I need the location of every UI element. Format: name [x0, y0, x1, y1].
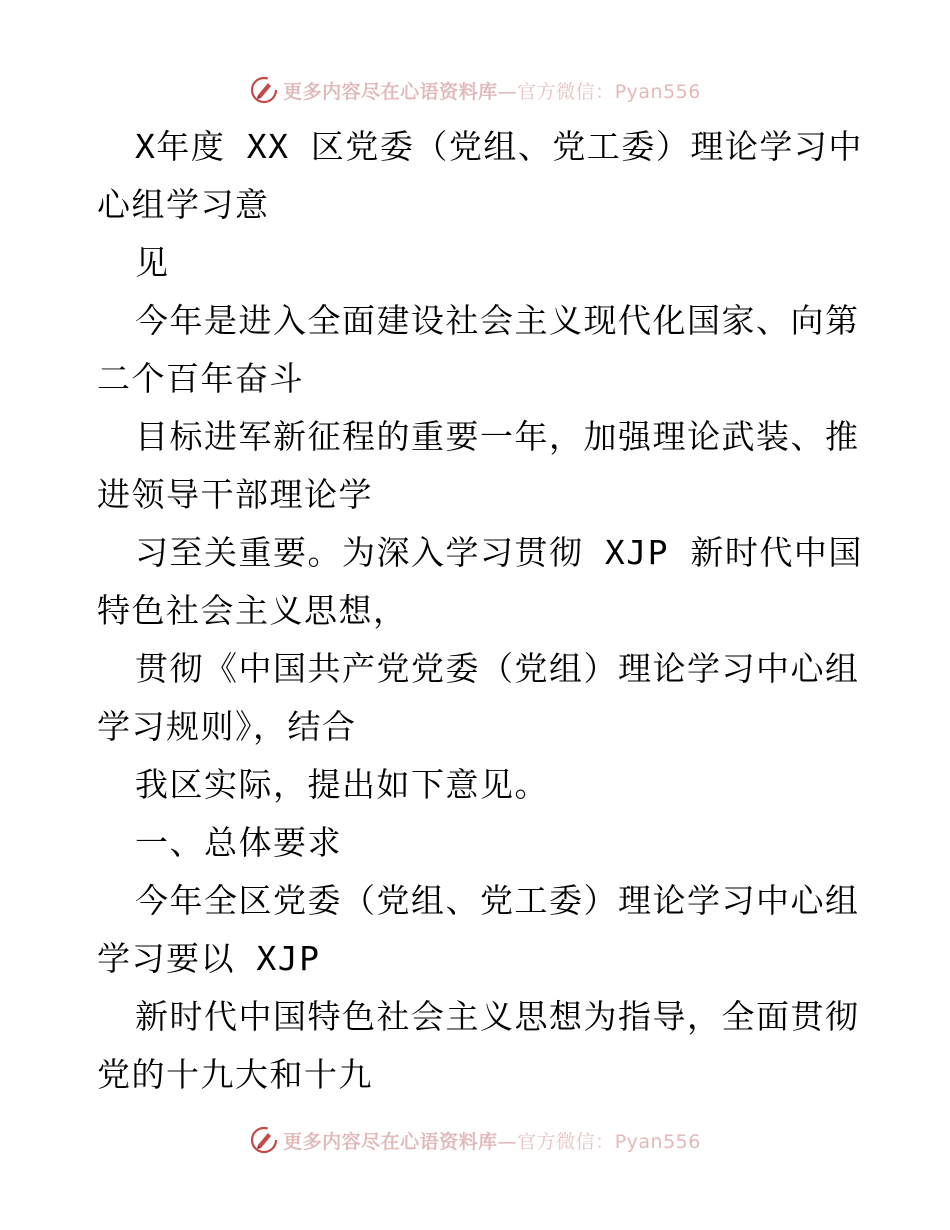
text-line: 见 — [135, 243, 170, 282]
banner-wechat-id: Pyan556 — [614, 80, 701, 103]
text-line: 今年是进入全面建设社会主义现代化国家、向第 — [135, 301, 860, 340]
document-body — [97, 118, 863, 1104]
pen-logo-icon — [249, 1125, 279, 1155]
text-line: 特色社会主义思想， — [97, 591, 408, 630]
header-watermark-banner — [0, 73, 950, 107]
text-line: 目标进军新征程的重要一年，加强理论武装、推 — [135, 417, 860, 456]
banner-wechat-label: 官方微信： — [517, 80, 615, 103]
text-line: 新时代中国特色社会主义思想为指导，全面贯彻 — [135, 997, 860, 1036]
footer-watermark-banner — [0, 1123, 950, 1157]
text-line: 二个百年奋斗 — [97, 359, 304, 398]
banner-text — [283, 77, 701, 104]
pen-logo-icon — [249, 75, 279, 105]
text-line: 心组学习意 — [97, 185, 270, 224]
text-line: 我区实际，提出如下意见。 — [135, 765, 549, 804]
banner-main-text: 更多内容尽在心语资料库 — [283, 80, 498, 103]
banner-main-text: 更多内容尽在心语资料库 — [283, 1130, 498, 1153]
text-line: 党的十九大和十九 — [97, 1055, 373, 1094]
text-line: 今年全区党委（党组、党工委）理论学习中心组 — [135, 881, 860, 920]
text-line: 学习规则》，结合 — [97, 707, 357, 746]
banner-inner — [249, 1125, 701, 1155]
text-line: 学习要以 XJP — [97, 939, 321, 978]
text-line: 贯彻《中国共产党党委（党组）理论学习中心组 — [135, 649, 860, 688]
banner-dash: — — [497, 80, 518, 103]
banner-wechat-id: Pyan556 — [614, 1130, 701, 1153]
banner-wechat-label: 官方微信： — [517, 1130, 615, 1153]
text-line: 习至关重要。为深入学习贯彻 XJP 新时代中国 — [135, 533, 863, 572]
text-line: X年度 XX 区党委（党组、党工委）理论学习中 — [135, 127, 863, 166]
banner-inner — [249, 75, 701, 105]
text-line: 进领导干部理论学 — [97, 475, 373, 514]
banner-dash: — — [497, 1130, 518, 1153]
section-heading: 一、总体要求 — [135, 823, 342, 862]
banner-text — [283, 1127, 701, 1154]
